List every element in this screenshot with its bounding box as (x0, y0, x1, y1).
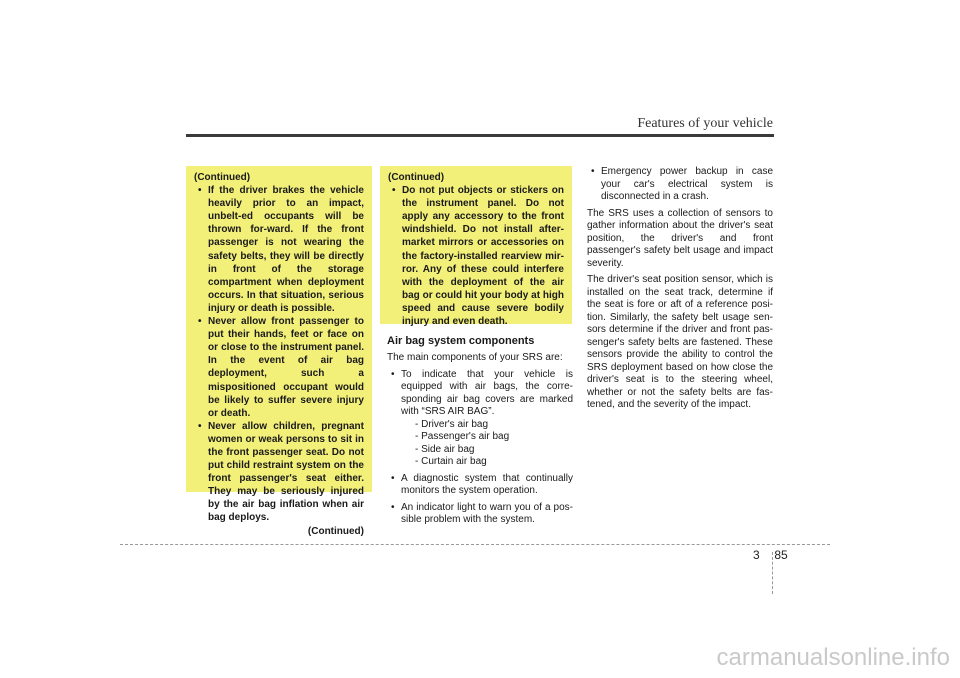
paragraph: The driver's seat position sensor, which is installed on the seat track, determine if the seat is fore or aft of a reference posi-tion. Similarly, the safety belt usage sen-sors determine if the driver and front pas-senger's safety belts are fastened. These sensors provide the ability to control the SRS deployment based on how close the driver's seat is to the steering wheel, whether or not the safety belts are fas-tened, and the severity of the impact. (587, 274, 773, 410)
page-number-value: 85 (774, 548, 788, 562)
list-item-text: • To indicate that your vehicle is equipped with air bags, the corre-sponding air bag covers are marked with “SRS AIR BAG”. (401, 368, 573, 417)
warning-box-1 (186, 166, 372, 537)
list-item: • Emergency power backup in case your car's electrical system is disconnected in a crash. (587, 166, 773, 204)
list-item: • A diagnostic system that continually monitors the system operation. (387, 473, 573, 498)
watermark: carmanualsonline.info (716, 644, 950, 671)
warning-item: • Never allow children, pregnant women or weak persons to sit in the front passenger seat. Do not put child restraint system on the front passenger's seat either. They may be seriously injured by the air bag inflation when air bag deploys. (194, 420, 364, 525)
page-number-separator (772, 552, 773, 594)
list-item: • An indicator light to warn you of a pos-sible problem with the system. (387, 502, 573, 527)
header-rule (186, 134, 774, 137)
footer-rule (120, 544, 830, 545)
chapter-number: 3 (753, 548, 760, 562)
components-list-continued (587, 166, 773, 204)
continued-label-bottom: (Continued) (307, 525, 364, 537)
list-item (387, 369, 573, 469)
sub-item: - Driver's air bag (415, 418, 489, 430)
right-column (587, 166, 773, 416)
sub-item: - Passenger's air bag (415, 431, 510, 442)
components-list (387, 369, 573, 527)
continued-label-top: (Continued) (194, 172, 251, 183)
page-header-title: Features of your vehicle (637, 116, 773, 131)
sub-item: - Curtain air bag (415, 456, 487, 467)
warning-item: • If the driver brakes the vehicle heavily prior to an impact, unbelt-ed occupants will be thrown for-ward. If the front passenger is not wearing the safety belts, they will be directly in front of the storage compartment when deployment occurs. In that situation, serious injury or death is possible. (194, 184, 364, 315)
sub-item: - Side air bag (415, 443, 475, 455)
section-intro: The main components of your SRS are: (387, 352, 563, 363)
continued-label-top: (Continued) (388, 172, 445, 183)
warning-list (388, 184, 564, 328)
components-section (387, 334, 573, 531)
page-number (753, 548, 788, 562)
warning-item: • Never allow front passenger to put their hands, feet or face on or close to the instrument panel. In the event of air bag deployment, such a mispositioned occupant would be likely to suffer severe injury or death. (194, 315, 364, 420)
warning-list (194, 184, 364, 524)
section-title: Air bag system components (387, 335, 535, 347)
warning-item: • Do not put objects or stickers on the instrument panel. Do not apply any accessory to the front windshield. Do not install after-market mirrors or accessories on the factory-installed rearview mir-ror. Any of these could interfere with the deployment of the air bag or could hit your body at high speed and cause severe bodily injury and even death. (388, 184, 564, 328)
paragraph: The SRS uses a collection of sensors to gather information about the driver's seat position, the driver's and front passenger's safety belt usage and impact severity. (587, 207, 773, 269)
warning-box-2 (380, 166, 572, 328)
